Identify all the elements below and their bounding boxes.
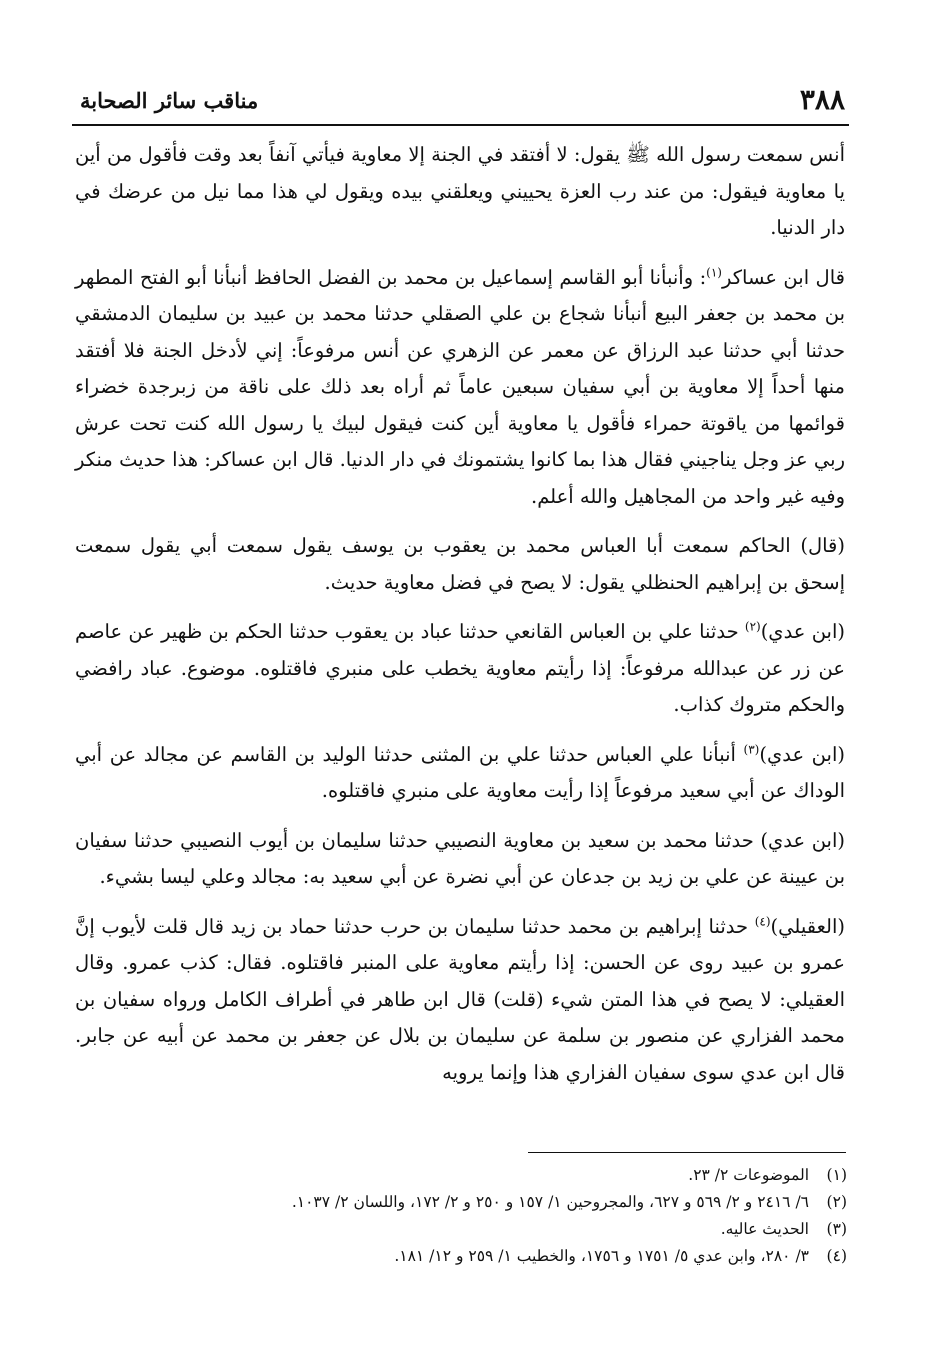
footnote-number: (١) — [826, 1166, 847, 1184]
footnote-text: ٦/ ٢٤١٦ و ٢/ ٥٦٩ و ٦٢٧، والمجروحين ١/ ١٥٧ و ٢٥٠ و ٢/ ١٧٢، واللسان ٢/ ١٠٣٧. — [291, 1193, 809, 1211]
paragraph-6 — [75, 823, 845, 896]
footnote-2 — [77, 1190, 847, 1215]
footnote-ref-2: (٢) — [744, 619, 761, 634]
footnote-3 — [77, 1217, 847, 1242]
footnotes — [77, 1163, 847, 1271]
paragraph-text: (ابن عدي) حدثنا محمد بن سعيد بن معاوية النصيبي حدثنا سليمان بن أيوب النصيبي حدثنا سفيان بن عيينة عن علي بن زيد بن جدعان عن أبي نضرة عن أبي سعيد به: مجالد وعلي ليسا بشيء. — [75, 828, 845, 888]
footnote-text: الحديث عاليه. — [720, 1220, 809, 1238]
footnote-ref-4: (٤) — [754, 914, 771, 928]
footnote-number: (٣) — [826, 1220, 847, 1238]
paragraph-text: : وأنبأنا أبو القاسم إسماعيل بن محمد بن الفضل الحافظ أنبأنا أبو الفتح المطهر بن محمد بن جعفر البيع أنبأنا شجاع بن علي الصقلي حدثنا محمد بن عبيد بن سليمان الدمشقي حدثنا أبي حدثنا عبد الرزاق عن معمر عن الزهري عن أنس مرفوعاً: إني لأدخل الجنة فلا أفتقد منها أحداً إلا معاوية بن أبي سفيان سبعين عاماً ثم أراه بعد ذلك على ناقة من زبرجدة خضراء قوائمها من ياقوتة حمراء فأقول يا معاوية أين كنت فيقول لبيك يا رسول الله كنت تحت عرش ربي عز وجل يناجيني فقال هذا بما كانوا يشتمونك في دار الدنيا. قال ابن عساكر: هذا حديث منكر وفيه غير واحد من المجاهيل والله أعلم. — [75, 265, 845, 508]
footnote-number: (٢) — [826, 1193, 847, 1211]
footnote-number: (٤) — [826, 1247, 847, 1265]
running-title: مناقب سائر الصحابة — [80, 88, 259, 113]
paragraph-text: حدثنا علي بن العباس القانعي حدثنا عباد بن يعقوب حدثنا الحكم بن ظهير عن عاصم عن زر عن عبدالله مرفوعاً: إذا رأيتم معاوية يخطب على منبري فاقتلوه. موضوع. عباد رافضي والحكم متروك كذاب. — [75, 620, 845, 716]
footnote-4 — [77, 1244, 847, 1269]
paragraph-lead: قال ابن عساكر — [721, 265, 845, 289]
paragraph-lead: (ابن عدي) — [759, 742, 845, 766]
paragraph-2 — [75, 260, 845, 516]
paragraph-lead: (ابن عدي) — [760, 620, 845, 643]
paragraph-text: أنس سمعت رسول الله ﷺ يقول: لا أفتقد في الجنة إلا معاوية فيأتي آنفاً بعد وقت فأقول من أين يا معاوية فيقول: من عند رب العزة يحييني ويعلقني بيده ويقول لي هذا مما نيل من عرضك في دار الدنيا. — [75, 143, 845, 239]
paragraph-7 — [75, 909, 845, 1092]
footnote-ref-3: (٣) — [743, 742, 760, 756]
paragraph-text: أنبأنا علي العباس حدثنا علي بن المثنى حدثنا الوليد بن القاسم عن مجالد عن أبي الوداك عن أبي سعيد مرفوعاً إذا رأيت معاوية على منبري فاقتلوه. — [75, 742, 845, 802]
body-text — [75, 137, 845, 1104]
header-rule — [72, 124, 849, 126]
paragraph-text: حدثنا إبراهيم بن محمد حدثنا سليمان بن حرب حدثنا حماد بن زيد قال قلت لأيوب إنَّ عمرو بن عبيد روى عن الحسن: إذا رأيتم معاوية على المنبر فاقتلوه. فقال: كذب عمرو. وقال العقيلي: لا يصح في هذا المتن شيء (قلت) قال ابن طاهر في أطراف الكامل ورواه سفيان بن محمد الفزاري عن منصور بن سلمة عن سليمان بن بلال عن جعفر بن محمد عن أبيه عن جابر. قال ابن عدي سوى سفيان الفزاري هذا وإنما يرويه — [75, 914, 845, 1084]
paragraph-1 — [75, 137, 845, 247]
page-number: ٣٨٨ — [799, 83, 845, 116]
footnote-ref-1: (١) — [706, 265, 722, 279]
footnote-text: ٣/ ٢٨٠، وابن عدي ٥/ ١٧٥١ و ١٧٥٦، والخطيب ١/ ٢٥٩ و ١٢/ ١٨١. — [394, 1247, 809, 1265]
paragraph-5 — [75, 737, 845, 810]
paragraph-4 — [75, 614, 845, 724]
paragraph-lead: (العقيلي) — [770, 914, 845, 938]
paragraph-text: (قال) الحاكم سمعت أبا العباس محمد بن يعقوب بن يوسف يقول سمعت أبي يقول سمعت إسحق بن إبراهيم الحنظلي يقول: لا يصح في فضل معاوية حديث. — [75, 534, 845, 594]
footnote-rule — [528, 1152, 846, 1153]
footnote-text: الموضوعات ٢/ ٢٣. — [688, 1166, 809, 1184]
footnote-1 — [77, 1163, 847, 1188]
paragraph-3 — [75, 528, 845, 601]
